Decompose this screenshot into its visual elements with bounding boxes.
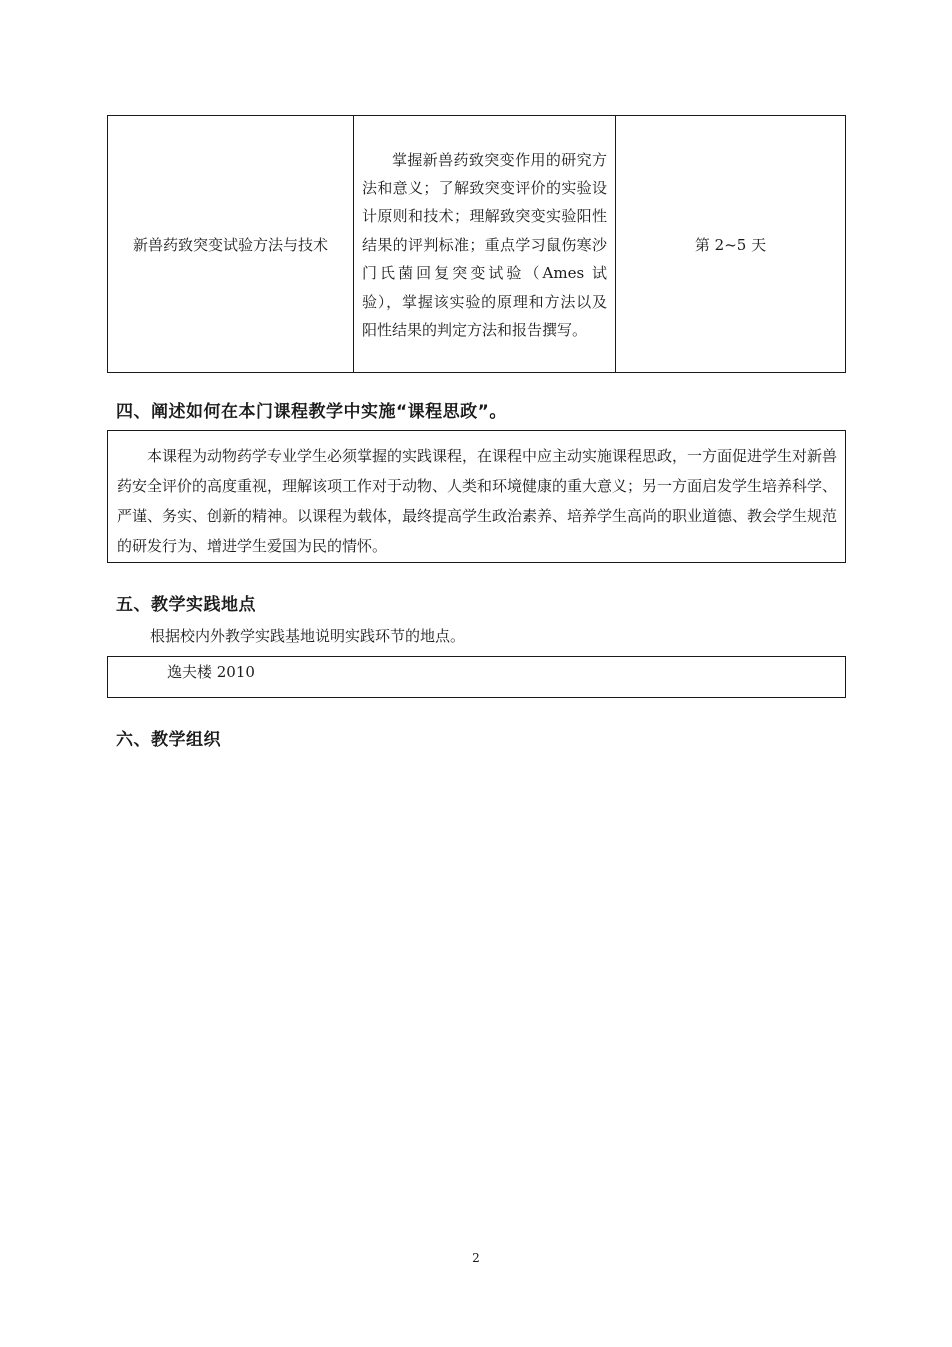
topic-name-cell: 新兽药致突变试验方法与技术 xyxy=(108,116,354,373)
course-content-table xyxy=(107,115,846,373)
section5-content-box xyxy=(107,656,846,698)
topic-description-cell: 掌握新兽药致突变作用的研究方法和意义；了解致突变评价的实验设计原则和技术；理解致突变实验阳性结果的评判标准；重点学习鼠伤寒沙门氏菌回复突变试验（Ames 试验），掌握该实验的原理和方法以及阳性结果的判定方法和报告撰写。 xyxy=(354,116,616,373)
section5-note: 根据校内外教学实践基地说明实践环节的地点。 xyxy=(150,627,466,645)
section4-content-box xyxy=(107,430,846,563)
table-row xyxy=(108,116,846,373)
topic-time-cell: 第 2~5 天 xyxy=(616,116,846,373)
page-number: 2 xyxy=(472,1251,480,1265)
section4-content: 本课程为动物药学专业学生必须掌握的实践课程，在课程中应主动实施课程思政，一方面促进学生对新兽药安全评价的高度重视，理解该项工作对于动物、人类和环境健康的重大意义；另一方面启发学生培养科学、严谨、务实、创新的精神。以课程为载体，最终提高学生政治素养、培养学生高尚的职业道德、教会学生规范的研发行为、增进学生爱国为民的情怀。 xyxy=(117,447,838,555)
section6-heading: 六、教学组织 xyxy=(116,730,221,750)
section4-heading: 四、阐述如何在本门课程教学中实施“课程思政”。 xyxy=(116,402,507,422)
section5-heading: 五、教学实践地点 xyxy=(116,595,256,615)
section5-content: 逸夫楼 2010 xyxy=(167,663,255,681)
